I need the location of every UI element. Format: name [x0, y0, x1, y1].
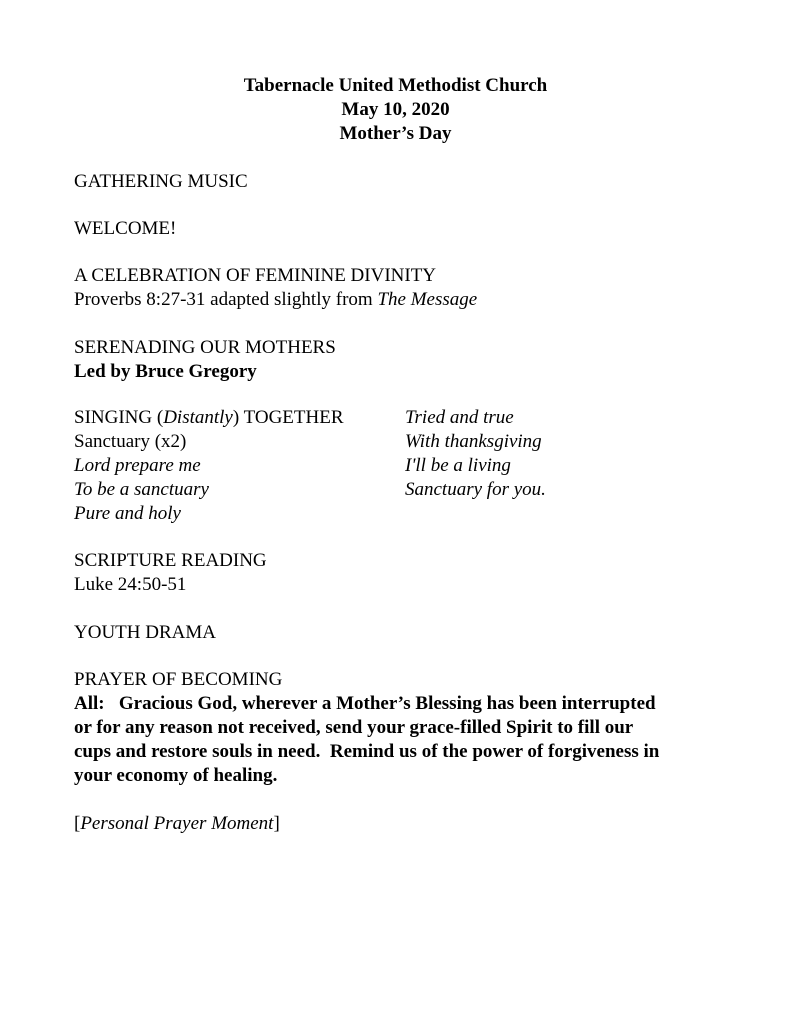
youth-drama-title: YOUTH DRAMA — [74, 622, 216, 643]
singing-title-part1: SINGING ( — [74, 407, 164, 428]
prayer-line: cups and restore souls in need. Remind us of the power of forgiveness in — [74, 741, 660, 762]
lyric-line: Lord prepare me — [74, 455, 201, 476]
section-youth-drama — [74, 621, 216, 645]
section-personal-prayer — [74, 812, 280, 836]
singing-title — [74, 406, 344, 430]
lyric-line: Tried and true — [405, 407, 514, 428]
prayer-title: PRAYER OF BECOMING — [74, 669, 283, 690]
prayer-text — [74, 692, 724, 788]
welcome-title: WELCOME! — [74, 218, 177, 239]
lyric-line: I'll be a living — [405, 455, 511, 476]
section-welcome — [74, 217, 176, 241]
lyrics-right-column — [405, 406, 546, 502]
singing-title-part2: ) TOGETHER — [232, 407, 344, 428]
lyric-line: Pure and holy — [74, 503, 181, 524]
section-gathering-music — [74, 170, 248, 194]
lyric-line: Sanctuary for you. — [405, 479, 546, 500]
celebration-source-title: The Message — [377, 289, 478, 310]
lyric-line: To be a sanctuary — [74, 479, 209, 500]
gathering-music-title: GATHERING MUSIC — [74, 171, 248, 192]
song-title: Sanctuary (x2) — [74, 431, 187, 452]
section-singing — [74, 406, 344, 526]
celebration-source — [74, 288, 477, 312]
service-occasion: Mother’s Day — [339, 123, 452, 144]
section-prayer-title — [74, 668, 282, 692]
church-name: Tabernacle United Methodist Church — [243, 75, 548, 96]
section-serenading — [74, 336, 336, 384]
prayer-line: or for any reason not received, send your grace-filled Spirit to fill our — [74, 717, 634, 738]
section-celebration — [74, 264, 477, 312]
celebration-title: A CELEBRATION OF FEMININE DIVINITY — [74, 265, 437, 286]
serenading-title: SERENADING OUR MOTHERS — [74, 337, 336, 358]
section-scripture — [74, 549, 267, 597]
personal-prayer-text: Personal Prayer Moment — [80, 813, 274, 834]
singing-title-italic: Distantly — [163, 407, 233, 428]
prayer-line: your economy of healing. — [74, 765, 278, 786]
bracket-close: ] — [273, 813, 280, 834]
prayer-line: All: Gracious God, wherever a Mother’s Blessing has been interrupted — [74, 693, 656, 714]
scripture-reference: Luke 24:50-51 — [74, 574, 187, 595]
bracket-open: [ — [74, 813, 81, 834]
lyric-line: With thanksgiving — [405, 431, 542, 452]
celebration-source-prefix: Proverbs 8:27-31 adapted slightly from — [74, 289, 378, 310]
bulletin-header — [0, 74, 791, 146]
service-date: May 10, 2020 — [341, 99, 450, 120]
scripture-title: SCRIPTURE READING — [74, 550, 267, 571]
personal-prayer-moment — [74, 812, 280, 836]
serenading-leader: Led by Bruce Gregory — [74, 361, 257, 382]
